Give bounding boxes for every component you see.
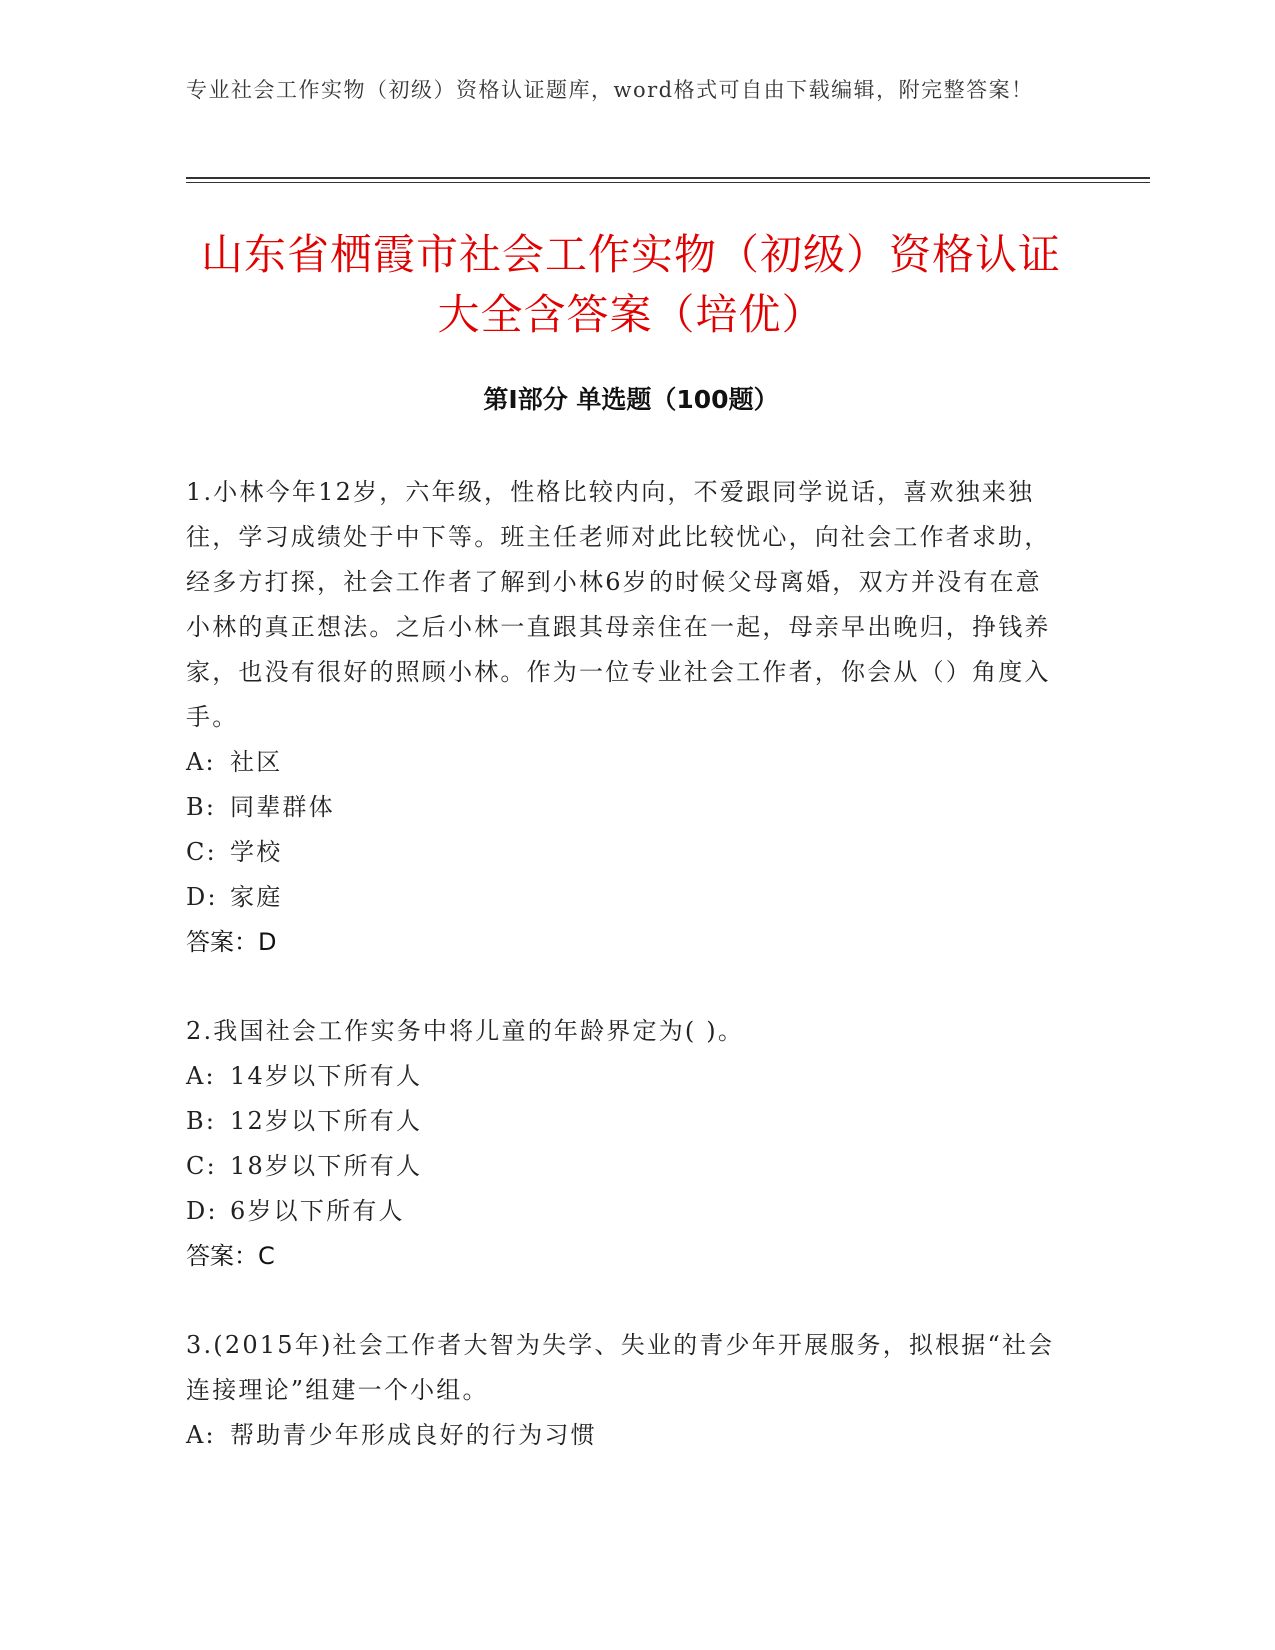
option-c xyxy=(186,1144,1066,1189)
option-key: D: xyxy=(186,883,218,911)
option-key: A: xyxy=(186,748,216,776)
option-a xyxy=(186,740,1066,785)
option-key: A: xyxy=(186,1421,216,1449)
option-key: B: xyxy=(186,1107,217,1135)
option-key: C: xyxy=(186,1152,217,1180)
question-stem: 3.(2015年)社会工作者大智为失学、失业的青少年开展服务，拟根据“社会连接理论”组建一个小组。 xyxy=(186,1331,1055,1404)
option-a xyxy=(186,1413,1066,1458)
question-1 xyxy=(186,470,1066,965)
option-a xyxy=(186,1054,1066,1099)
option-text: 社区 xyxy=(230,748,283,776)
question-3 xyxy=(186,1323,1066,1458)
section-title: 第Ⅰ部分 单选题（100题） xyxy=(483,385,779,414)
option-text: 同辈群体 xyxy=(230,793,335,821)
option-c xyxy=(186,830,1066,875)
option-text: 学校 xyxy=(230,838,283,866)
option-d xyxy=(186,875,1066,920)
header-divider-thick xyxy=(186,177,1150,179)
answer-line: 答案：D xyxy=(186,928,277,956)
option-text: 6岁以下所有人 xyxy=(230,1197,405,1225)
question-stem: 2.我国社会工作实务中将儿童的年龄界定为( )。 xyxy=(186,1017,745,1045)
option-text: 12岁以下所有人 xyxy=(230,1107,423,1135)
option-text: 帮助青少年形成良好的行为习惯 xyxy=(230,1421,597,1449)
option-b xyxy=(186,785,1066,830)
option-key: A: xyxy=(186,1062,216,1090)
option-d xyxy=(186,1189,1066,1234)
option-key: C: xyxy=(186,838,217,866)
answer-line: 答案：C xyxy=(186,1242,275,1270)
document-title: 山东省栖霞市社会工作实物（初级）资格认证大全含答案（培优） xyxy=(200,230,1061,339)
option-text: 18岁以下所有人 xyxy=(230,1152,423,1180)
option-text: 14岁以下所有人 xyxy=(230,1062,423,1090)
option-text: 家庭 xyxy=(230,883,283,911)
question-2 xyxy=(186,1009,1066,1279)
header-note: 专业社会工作实物（初级）资格认证题库，word格式可自由下载编辑，附完整答案！ xyxy=(186,78,1034,102)
header-divider-thin xyxy=(186,182,1150,183)
option-key: D: xyxy=(186,1197,218,1225)
question-list xyxy=(186,470,1066,1502)
question-stem: 1.小林今年12岁，六年级，性格比较内向，不爱跟同学说话，喜欢独来独往，学习成绩处于中下等。班主任老师对此比较忧心，向社会工作者求助，经多方打探，社会工作者了解到小林6岁的时候父母离婚，双方并没有在意小林的真正想法。之后小林一直跟其母亲住在一起，母亲早出晚归，挣钱养家，也没有很好的照顾小林。作为一位专业社会工作者，你会从（）角度入手。 xyxy=(186,478,1051,731)
option-key: B: xyxy=(186,793,217,821)
option-b xyxy=(186,1099,1066,1144)
